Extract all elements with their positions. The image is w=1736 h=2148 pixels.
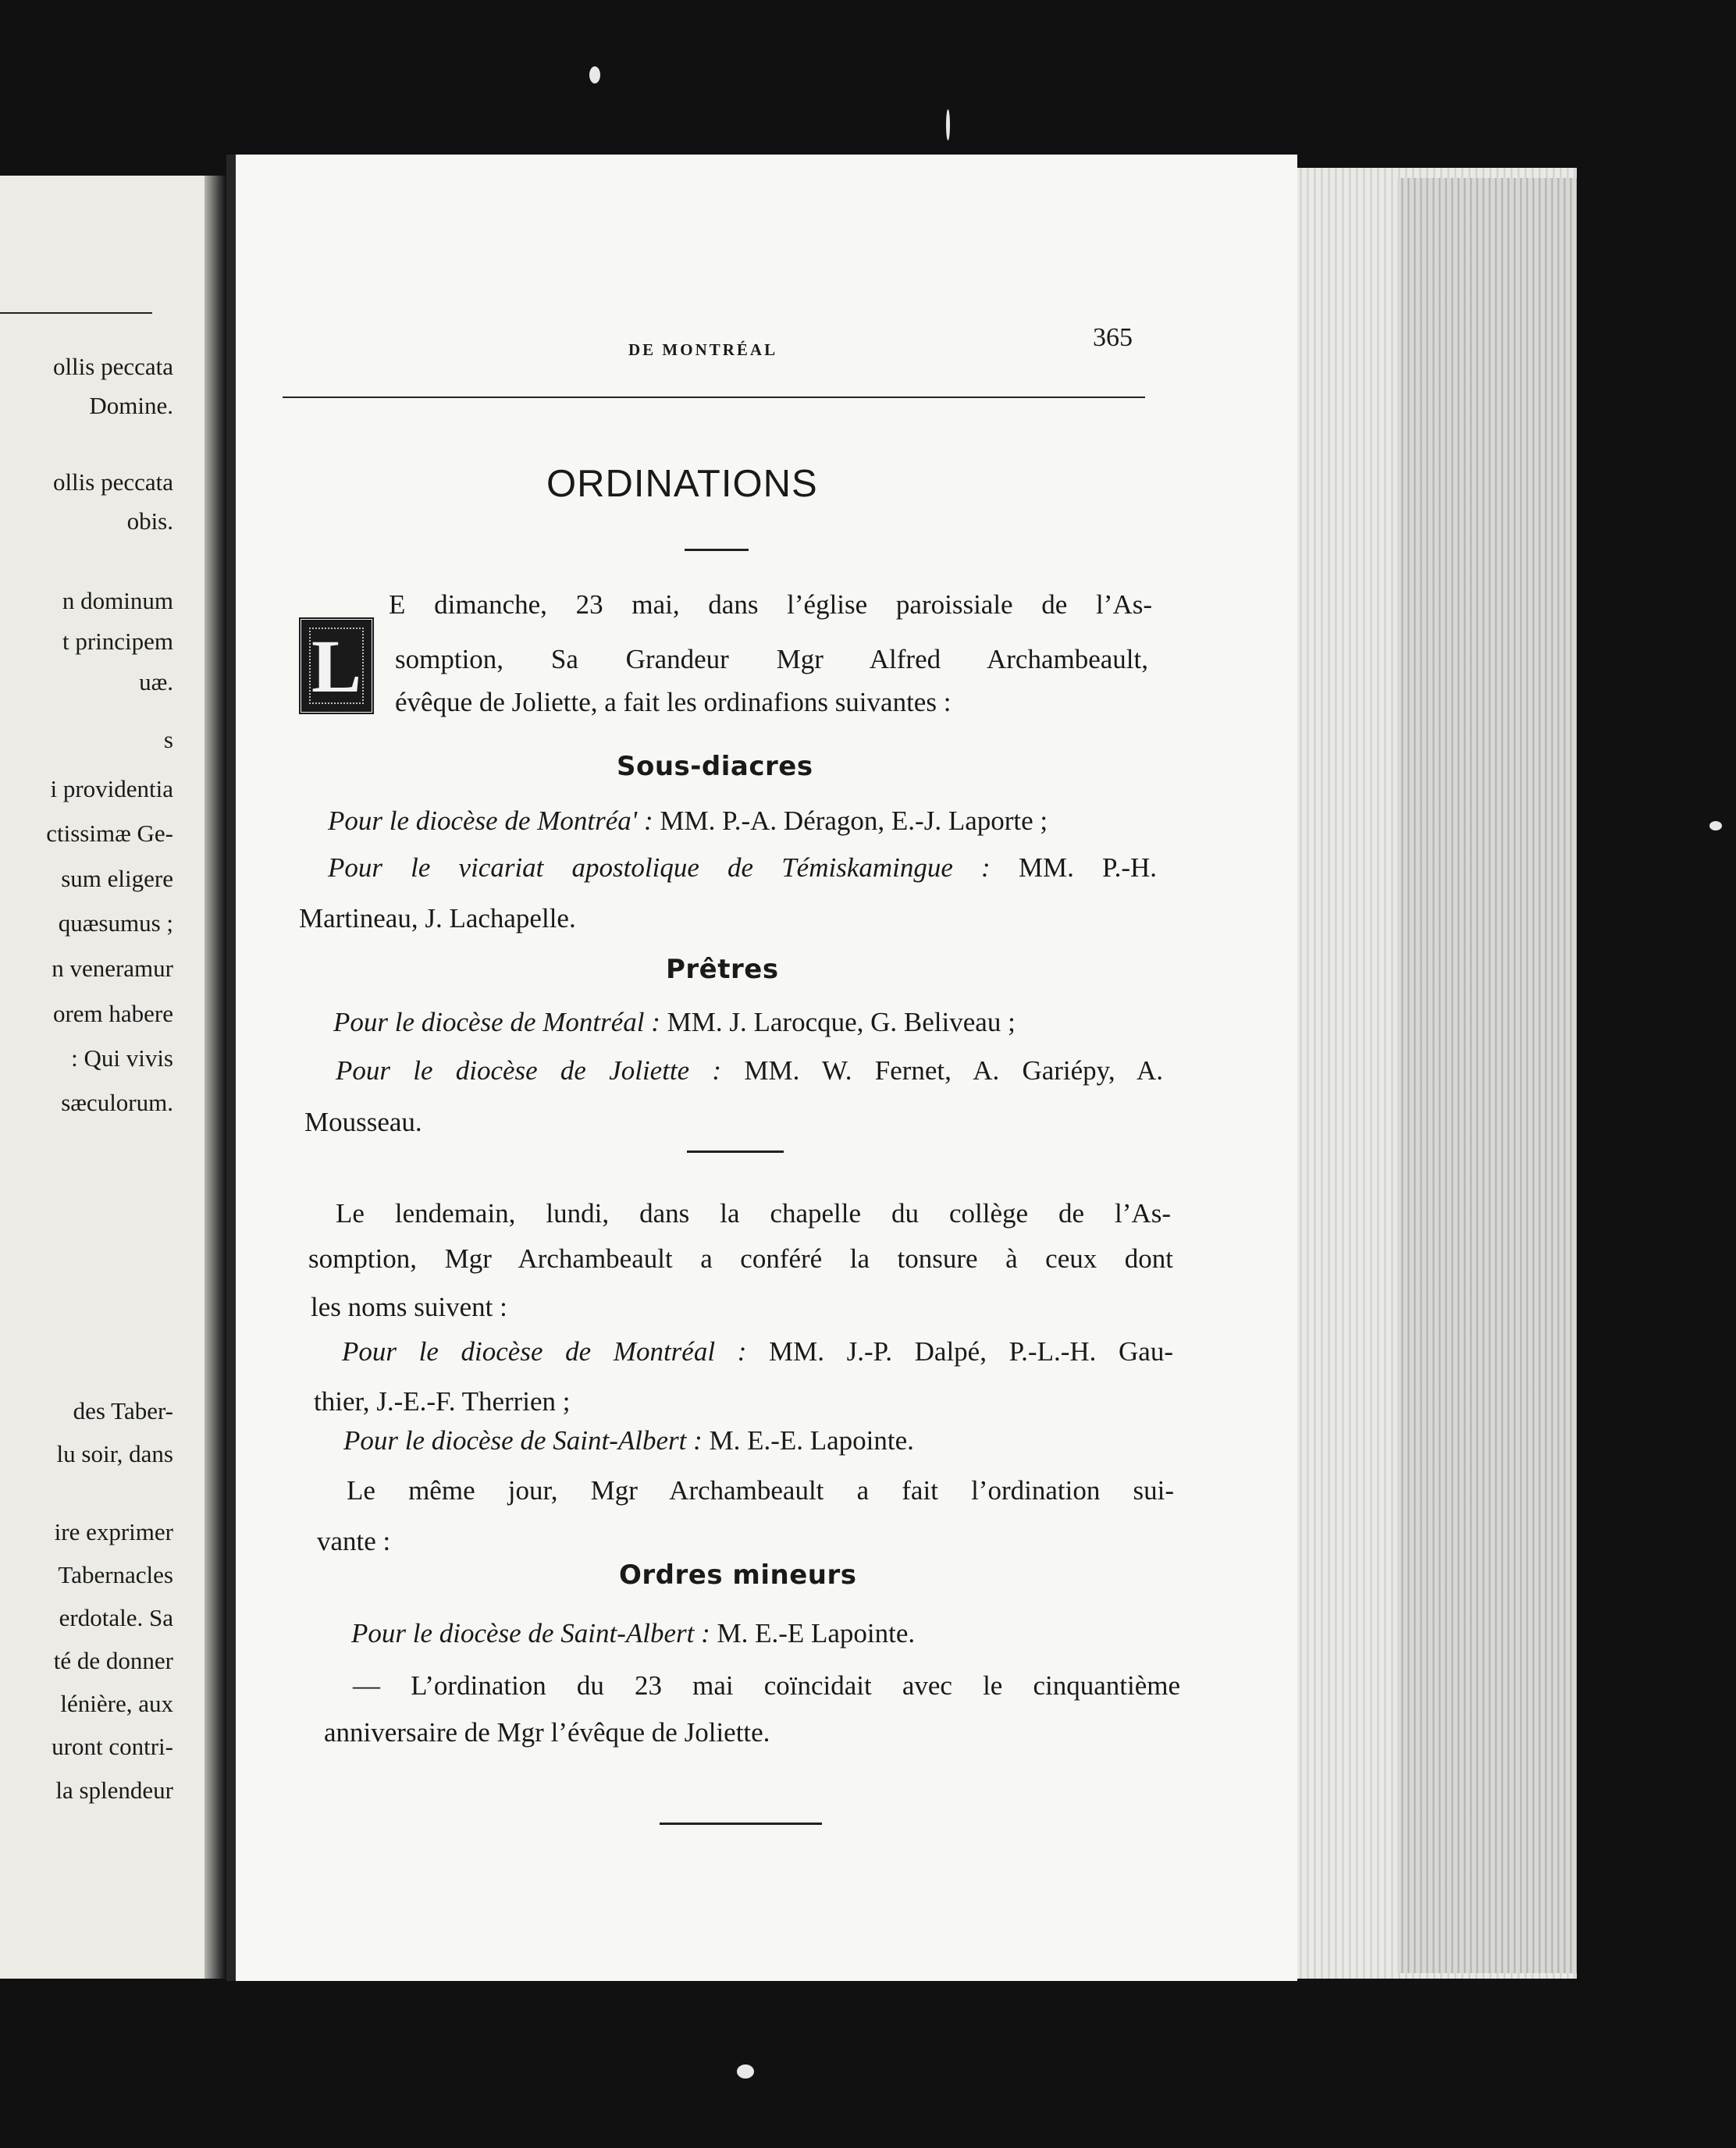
lendemain-line-2: somption, Mgr Archambeault a conféré la tonsure à ceux dont	[308, 1243, 1173, 1274]
names: MM. P.-H.	[1018, 852, 1157, 883]
left-line: n dominum	[62, 587, 173, 614]
lendemain-line-7: Le même jour, Mgr Archambeault a fait l’ordination sui-	[347, 1475, 1174, 1506]
left-line: orem habere	[52, 1000, 173, 1027]
sous-diacres-line-3: Martineau, J. Lachapelle.	[299, 903, 576, 934]
pretres-line-1	[333, 1007, 1153, 1038]
diocese-label: Pour le diocèse de Montréal :	[342, 1336, 747, 1367]
left-line: Domine.	[89, 392, 173, 419]
dust-speck	[946, 109, 950, 140]
page-number: 365	[1093, 323, 1133, 352]
pretres-line-2	[336, 1055, 1163, 1086]
left-line: uront contri-	[52, 1733, 173, 1760]
diocese-label: Pour le diocèse de Saint-Albert :	[343, 1425, 703, 1456]
left-page-rule	[0, 312, 152, 314]
left-line: sum eligere	[61, 865, 173, 892]
names: MM. P.-A. Déragon, E.-J. Laporte ;	[660, 806, 1048, 836]
book-gutter	[205, 176, 226, 1979]
intro-line-1: E dimanche, 23 mai, dans l’église paroissiale de l’As-	[389, 589, 1152, 620]
dust-speck	[589, 66, 600, 84]
left-line: des Taber-	[73, 1397, 173, 1424]
left-line: t principem	[62, 628, 173, 655]
lendemain-line-6	[343, 1425, 1171, 1456]
intro-line-2: somption, Sa Grandeur Mgr Alfred Archambeault,	[395, 644, 1148, 674]
section-rule	[687, 1150, 784, 1153]
left-line: Tabernacles	[58, 1561, 173, 1588]
left-line: té de donner	[53, 1647, 173, 1674]
left-line: la splendeur	[55, 1776, 173, 1804]
left-line: ollis peccata	[52, 353, 173, 380]
left-line: n veneramur	[52, 955, 173, 982]
names: MM. W. Fernet, A. Gariépy, A.	[744, 1055, 1163, 1086]
lendemain-line-8: vante :	[317, 1526, 391, 1556]
lendemain-line-1: Le lendemain, lundi, dans la chapelle du collège de l’As-	[336, 1198, 1171, 1229]
diocese-label: Pour le diocèse de Joliette :	[336, 1055, 722, 1086]
pretres-line-3: Mousseau.	[304, 1107, 422, 1137]
left-line: sæculorum.	[61, 1089, 173, 1116]
lendemain-line-5: thier, J.-E.-F. Therrien ;	[314, 1386, 571, 1417]
page-edges-shadow	[1397, 178, 1577, 1973]
sous-diacres-line-1	[328, 806, 1155, 837]
names: MM. J. Larocque, G. Beliveau ;	[667, 1007, 1016, 1037]
vicariate-label: Pour le vicariat apostolique de Témiskamingue :	[328, 852, 991, 883]
ordres-mineurs-line-3: anniversaire de Mgr l’évêque de Joliette.	[324, 1717, 770, 1748]
left-line: quæsumus ;	[58, 909, 173, 937]
dust-speck	[1709, 821, 1722, 830]
left-line: uæ.	[139, 668, 173, 695]
lendemain-line-3: les noms suivent :	[311, 1292, 507, 1322]
title-rule	[685, 549, 749, 551]
left-line: erdotale. Sa	[59, 1604, 173, 1631]
ordres-mineurs-line-1	[351, 1618, 1171, 1649]
diocese-label: Pour le diocèse de Montréal :	[333, 1007, 660, 1037]
section-heading-ordres-mineurs: Ordres mineurs	[619, 1559, 857, 1591]
left-line: ire exprimer	[54, 1518, 173, 1545]
page-title: ORDINATIONS	[546, 463, 818, 505]
section-heading-pretres: Prêtres	[666, 954, 779, 985]
left-line: s	[163, 726, 173, 753]
left-line: : Qui vivis	[71, 1044, 173, 1072]
diocese-label: Pour le diocèse de Saint-Albert :	[351, 1618, 710, 1648]
drop-cap-initial: L	[298, 617, 375, 715]
left-line: obis.	[126, 507, 173, 535]
left-line: i providentia	[50, 775, 173, 802]
intro-line-3: évêque de Joliette, a fait les ordinafions suivantes :	[395, 687, 952, 717]
header-rule	[283, 397, 1145, 398]
names: M. E.-E Lapointe.	[717, 1618, 916, 1648]
left-line: lu soir, dans	[56, 1440, 173, 1467]
sous-diacres-line-2	[328, 852, 1157, 884]
left-line: lénière, aux	[60, 1690, 173, 1717]
ordres-mineurs-line-2: — L’ordination du 23 mai coïncidait avec le cinquantième	[353, 1670, 1180, 1701]
end-rule	[660, 1823, 822, 1825]
dust-speck	[737, 2064, 754, 2079]
section-heading-sous-diacres: Sous-diacres	[617, 751, 813, 782]
left-line: ollis peccata	[52, 468, 173, 496]
lendemain-line-4	[342, 1336, 1173, 1367]
diocese-label: Pour le diocèse de Montréa' :	[328, 806, 653, 836]
names: MM. J.-P. Dalpé, P.-L.-H. Gau-	[769, 1336, 1173, 1367]
left-line: ctissimæ Ge-	[46, 820, 173, 847]
names: M. E.-E. Lapointe.	[709, 1425, 914, 1456]
running-title: DE MONTRÉAL	[628, 340, 778, 359]
